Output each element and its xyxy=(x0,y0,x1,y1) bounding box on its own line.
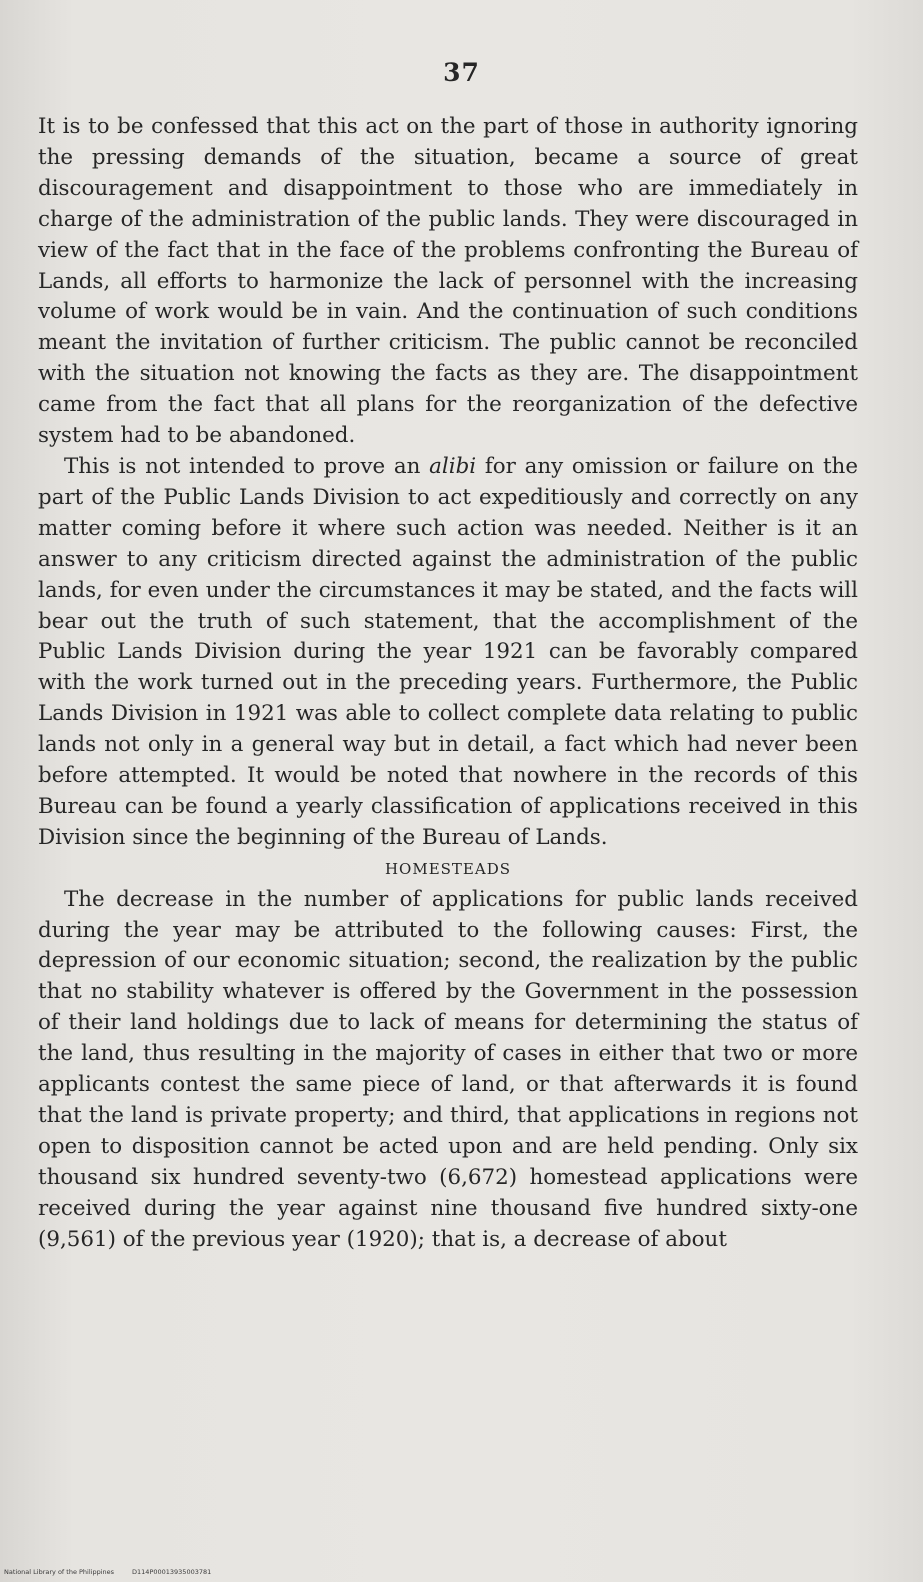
body-text xyxy=(38,112,858,1256)
alibi-italic: alibi xyxy=(429,453,477,479)
paragraph-alibi-start: This is not intended to prove an xyxy=(64,453,430,479)
paragraph-authority: It is to be confessed that this act on the part of those in authority ignoring the pressing demands of the situation, became a source of great discouragement and disappointment to those who are immediately in charge of the administration of the public lands. They were discouraged in view of the fact that in the face of the problems confronting the Bureau of Lands, all efforts to harmonize the lack of personnel with the increasing volume of work would be in vain. And the continuation of such conditions meant the invitation of further criticism. The public cannot be reconciled with the situation not knowing the facts as they are. The disappointment came from the fact that all plans for the reorganization of the defective system had to be abandoned. xyxy=(38,114,858,449)
section-heading-homesteads: HOMESTEADS xyxy=(384,859,512,878)
footer-id: D114P00013935003781 xyxy=(132,1568,212,1576)
paragraph-homesteads: The decrease in the number of applications for public lands received during the year may be attributed to the following causes: First, the depression of our economic situation; second, the realization by the public that no stability whatever is offered by the Government in the possession of their land holdings due to lack of means for determining the status of the land, thus resulting in the majority of cases in either that two or more applicants contest the same piece of land, or that afterwards it is found that the land is private property; and third, that applications in regions not open to disposition cannot be acted upon and are held pending. Only six thousand six hundred seventy-two (6,672) homestead applications were received during the year against nine thousand five hundred sixty-one (9,561) of the previous year (1920); that is, a decrease of about xyxy=(38,886,858,1252)
paragraph-alibi-rest: for any omission or failure on the part of the Public Lands Division to act expeditiously and correctly on any matter coming before it where such action was needed. Neither is it an answer to any criticism directed against the administration of the public lands, for even under the circumstances it may be stated, and the facts will bear out the truth of such statement, that the accomplishment of the Public Lands Division during the year 1921 can be favorably compared with the work turned out in the preceding years. Furthermore, the Public Lands Division in 1921 was able to collect complete data relating to public lands not only in a general way but in detail, a fact which had never been before attempted. It would be noted that nowhere in the records of this Bureau can be found a yearly classification of applications received in this Division since the beginning of the Bureau of Lands. xyxy=(38,453,858,850)
footer-library: National Library of the Philippines xyxy=(4,1568,115,1576)
page-number: 37 xyxy=(443,58,480,87)
paragraph-alibi xyxy=(38,452,858,854)
scan-footer xyxy=(4,1568,211,1576)
